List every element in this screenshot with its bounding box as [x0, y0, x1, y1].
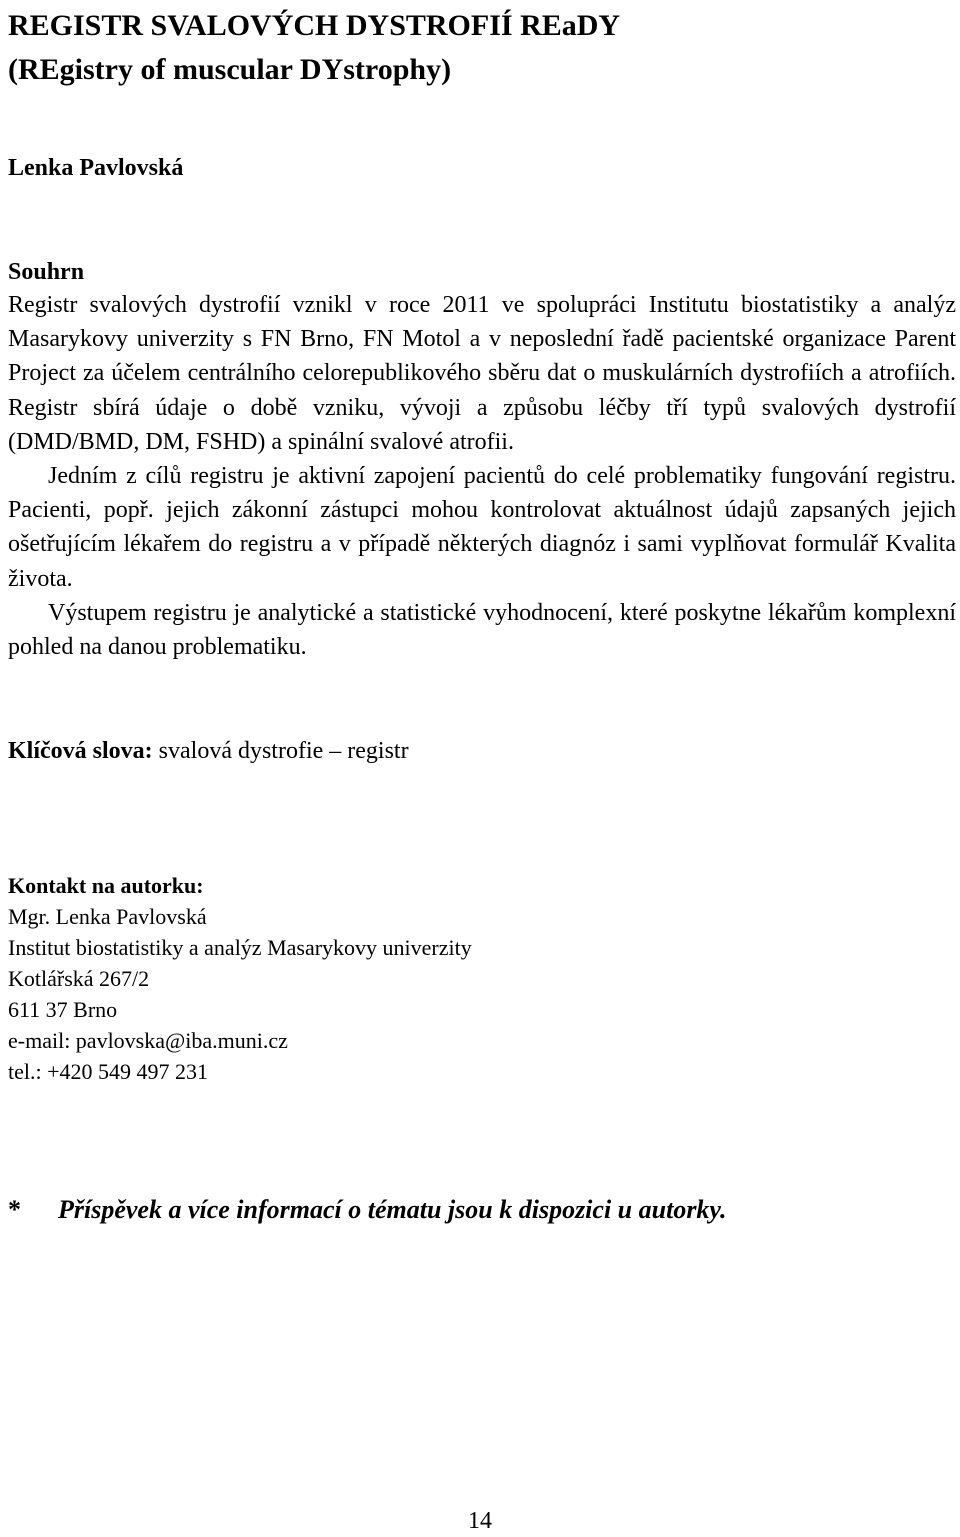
summary-heading: Souhrn: [8, 259, 85, 285]
title-line-2: (REgistry of muscular DYstrophy): [8, 53, 452, 86]
contact-email: e-mail: pavlovska@iba.muni.cz: [8, 1028, 288, 1053]
footnote-text: Příspěvek a více informací o tématu jsou k dispozici u autorky.: [58, 1195, 727, 1224]
keywords-text: svalová dystrofie – registr: [158, 738, 409, 764]
author-name: Lenka Pavlovská: [8, 155, 184, 181]
document-title: [8, 4, 620, 92]
footnote: [8, 1190, 727, 1230]
contact-block: [8, 870, 472, 1087]
summary-paragraph-3: Výstupem registru je analytické a statistické vyhodnocení, které poskytne lékařům komplexní pohled na danou problematiku.: [8, 599, 956, 661]
contact-institution: Institut biostatistiky a analýz Masarykovy univerzity: [8, 935, 472, 960]
contact-street: Kotlářská 267/2: [8, 966, 150, 991]
footnote-marker: *: [8, 1195, 21, 1224]
contact-city: 611 37 Brno: [8, 997, 118, 1022]
page-number: 14: [468, 1508, 492, 1534]
keywords-label: Klíčová slova:: [8, 738, 153, 764]
summary-paragraph-2: Jedním z cílů registru je aktivní zapojení pacientů do celé problematiky fungování registru. Pacienti, popř. jejich zákonní zástupci mohou kontrolovat aktuálnost údajů zapsaných jejich ošetřujícím lékařem do registru a v případě některých diagnóz i sami vyplňovat formulář Kvalita života.: [8, 463, 956, 592]
contact-heading: Kontakt na autorku:: [8, 873, 204, 898]
summary-body: [8, 288, 956, 664]
title-line-1: REGISTR SVALOVÝCH DYSTROFIÍ REaDY: [8, 9, 621, 42]
contact-phone: tel.: +420 549 497 231: [8, 1059, 209, 1084]
summary-paragraph-1: Registr svalových dystrofií vznikl v roce 2011 ve spolupráci Institutu biostatistiky a analýz Masarykovy univerzity s FN Brno, FN Motol a v neposlední řadě pacientské organizace Parent Project za účelem centrálního celorepublikového sběru dat o muskulárních dystrofiích a atrofiích. Registr sbírá údaje o době vzniku, vývoji a způsobu léčby tří typů svalových dystrofií (DMD/BMD, DM, FSHD) a spinální svalové atrofii.: [8, 292, 956, 455]
contact-name: Mgr. Lenka Pavlovská: [8, 904, 207, 929]
keywords: [8, 733, 409, 769]
